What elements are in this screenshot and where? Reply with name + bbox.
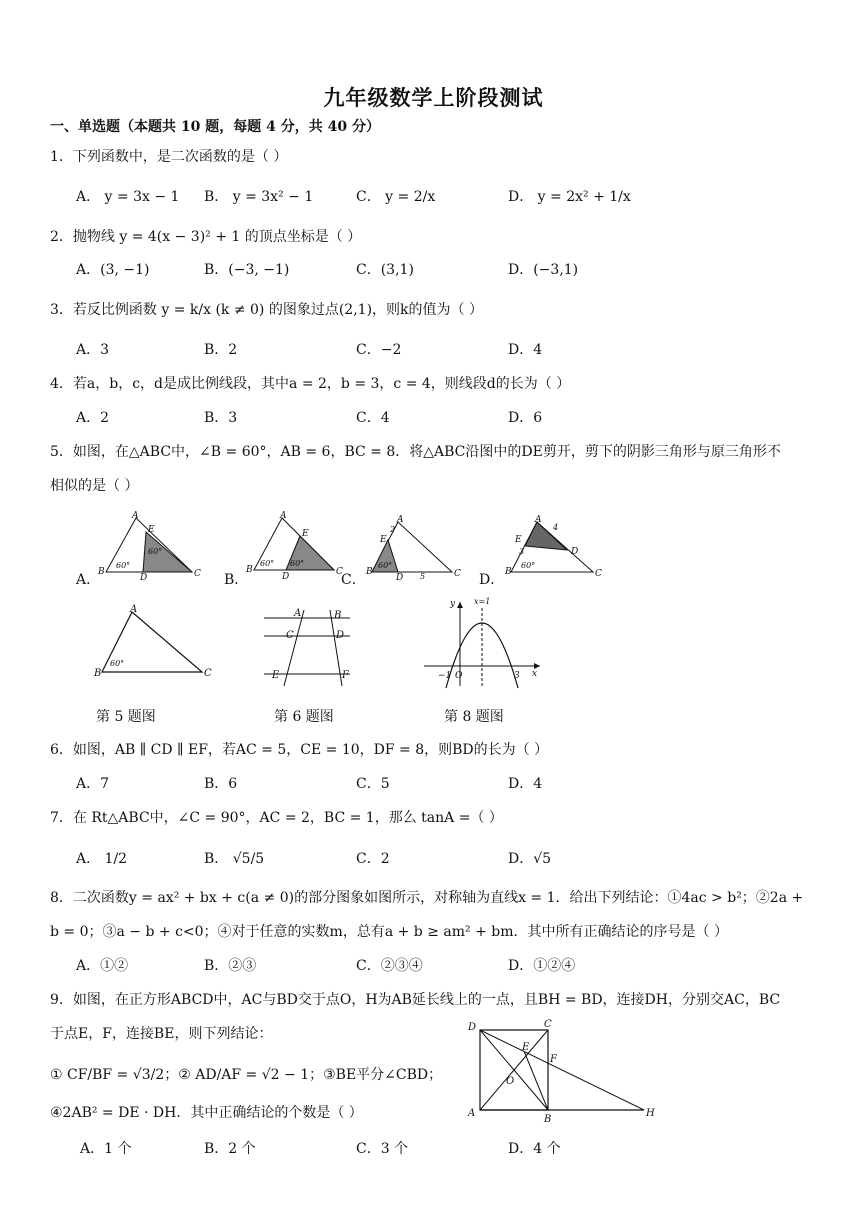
svg-text:B: B (366, 567, 373, 577)
svg-text:B: B (246, 565, 253, 575)
svg-text:B: B (98, 567, 105, 577)
q4-option-d[interactable]: D．6 (508, 410, 543, 426)
svg-text:O: O (455, 671, 463, 681)
q4-stem: 4．若a，b，c，d是成比例线段，其中a = 2，b = 3，c = 4，则线段d的长为（ ） (50, 376, 571, 392)
figure-9 (464, 1020, 660, 1124)
svg-text:C: C (595, 569, 602, 579)
q2-option-c[interactable]: C．(3,1) (356, 262, 414, 278)
svg-text:E: E (515, 535, 522, 545)
q3-option-b[interactable]: B．2 (204, 342, 238, 358)
svg-text:A: A (130, 604, 138, 615)
q5-option-d[interactable]: D． (479, 572, 505, 588)
svg-text:O: O (506, 1076, 515, 1087)
q5-figure-a (96, 510, 206, 583)
q1-option-d[interactable]: D． y = 2x² + 1/x (508, 189, 631, 205)
q3-option-d[interactable]: D．4 (508, 342, 543, 358)
svg-text:D: D (468, 1022, 477, 1033)
svg-text:3: 3 (519, 547, 525, 556)
svg-text:A: A (468, 1108, 476, 1119)
q9-option-c[interactable]: C．3 个 (356, 1141, 409, 1157)
svg-text:A: A (397, 515, 404, 525)
svg-text:C: C (544, 1019, 552, 1030)
svg-text:60°: 60° (116, 561, 131, 570)
figure-8-caption: 第 8 题图 (444, 709, 504, 725)
q4-option-c[interactable]: C．4 (356, 410, 390, 426)
q6-option-b[interactable]: B．6 (204, 776, 238, 792)
q7-option-b[interactable]: B． √5/5 (204, 851, 265, 867)
q3-stem: 3．若反比例函数 y = k/x (k ≠ 0) 的图象过点(2,1)，则k的值为（ ） (50, 302, 483, 318)
q2-option-d[interactable]: D．(−3,1) (508, 262, 579, 278)
q1-option-c[interactable]: C． y = 2/x (356, 189, 436, 205)
q8-option-c[interactable]: C．②③④ (356, 958, 423, 974)
svg-text:4: 4 (553, 523, 559, 532)
q4-option-b[interactable]: B．3 (204, 410, 238, 426)
q7-option-d[interactable]: D．√5 (508, 851, 552, 867)
q7-stem: 7．在 Rt△ABC中，∠C = 90°，AC = 2，BC = 1，那么 tanA =（ ） (50, 810, 503, 826)
svg-text:B: B (505, 567, 512, 577)
q6-option-c[interactable]: C．5 (356, 776, 390, 792)
q2-option-a[interactable]: A．(3, −1) (76, 262, 150, 278)
svg-text:−1: −1 (438, 671, 452, 681)
q9-option-b[interactable]: B．2 个 (204, 1141, 256, 1157)
svg-text:D: D (571, 547, 579, 557)
q8-option-d[interactable]: D．①②④ (508, 958, 576, 974)
svg-text:60°: 60° (521, 561, 536, 570)
q5-stem-line2: 相似的是（ ） (50, 478, 139, 494)
figure-5 (92, 606, 212, 686)
q1-option-b[interactable]: B． y = 3x² − 1 (204, 189, 314, 205)
q1-stem: 1．下列函数中，是二次函数的是（ ） (50, 149, 288, 165)
svg-text:A: A (280, 511, 287, 521)
q8-stem-line2: b = 0；③a − b + c<0；④对于任意的实数m，总有a + b ≥ am² + bm．其中所有正确结论的序号是（ ） (50, 924, 728, 940)
q9-stem-line4: ④2AB² = DE · DH．其中正确结论的个数是（ ） (50, 1105, 363, 1121)
q7-option-a[interactable]: A． 1/2 (76, 851, 128, 867)
svg-text:A: A (535, 515, 542, 525)
svg-text:60°: 60° (290, 559, 305, 568)
svg-text:C: C (194, 569, 201, 579)
q8-stem-line1: 8．二次函数y = ax² + bx + c(a ≠ 0)的部分图象如图所示，对称轴为直线x = 1．给出下列结论：①4ac > b²；②2a + (50, 890, 804, 906)
svg-text:60°: 60° (148, 547, 163, 556)
svg-text:E: E (380, 535, 387, 545)
q5-stem-line1: 5．如图，在△ABC中，∠B = 60°，AB = 6，BC = 8．将△ABC沿图中的DE剪开，剪下的阴影三角形与原三角形不 (50, 444, 781, 460)
svg-text:E: E (148, 525, 155, 535)
svg-text:H: H (646, 1108, 655, 1119)
q9-stem-line3: ① CF/BF = √3/2；② AD/AF = √2 − 1；③BE平分∠CBD； (50, 1067, 443, 1083)
q5-option-b[interactable]: B． (224, 572, 249, 588)
svg-text:x=1: x=1 (474, 597, 491, 606)
q6-option-d[interactable]: D．4 (508, 776, 543, 792)
svg-text:D: D (140, 573, 148, 583)
section-heading: 一、单选题（本题共 10 题，每题 4 分，共 40 分） (50, 119, 380, 135)
svg-text:y: y (450, 599, 456, 609)
q6-stem: 6．如图，AB ∥ CD ∥ EF，若AC = 5，CE = 10，DF = 8，则BD的长为（ ） (50, 742, 549, 758)
q5-figure-b (246, 512, 356, 580)
q2-stem: 2．抛物线 y = 4(x − 3)² + 1 的顶点坐标是（ ） (50, 229, 362, 245)
svg-text:E: E (302, 529, 309, 539)
q1-option-a[interactable]: A． y = 3x − 1 (76, 189, 180, 205)
q8-option-a[interactable]: A．①② (76, 958, 129, 974)
svg-text:A: A (294, 608, 302, 619)
q5-option-a[interactable]: A． (76, 572, 101, 588)
svg-text:B: B (334, 610, 342, 621)
q3-option-c[interactable]: C．−2 (356, 342, 402, 358)
q8-option-b[interactable]: B．②③ (204, 958, 257, 974)
q9-stem-line2: 于点E，F，连接BE，则下列结论： (50, 1026, 273, 1042)
svg-text:F: F (342, 670, 349, 681)
q5-figure-d (505, 516, 605, 580)
q9-option-a[interactable]: A．1 个 (80, 1141, 132, 1157)
figure-8 (424, 598, 544, 688)
svg-text:60°: 60° (260, 559, 275, 568)
svg-text:C: C (336, 567, 343, 577)
q5-option-c[interactable]: C． (341, 572, 366, 588)
figure-6-caption: 第 6 题图 (274, 709, 334, 725)
svg-text:B: B (94, 668, 102, 679)
q9-stem-line1: 9．如图，在正方形ABCD中，AC与BD交于点O，H为AB延长线上的一点，且BH = BD，连接DH，分别交AC，BC (50, 992, 781, 1008)
q9-option-d[interactable]: D．4 个 (508, 1141, 561, 1157)
page-title: 九年级数学上阶段测试 (323, 85, 544, 110)
svg-text:60°: 60° (110, 659, 125, 668)
q5-figure-c (366, 515, 461, 583)
svg-text:2: 2 (390, 525, 396, 534)
q6-option-a[interactable]: A．7 (76, 776, 110, 792)
svg-text:5: 5 (420, 572, 426, 581)
figure-5-caption: 第 5 题图 (96, 709, 156, 725)
svg-text:F: F (550, 1054, 557, 1065)
svg-text:E: E (522, 1042, 530, 1053)
q4-option-a[interactable]: A．2 (76, 410, 110, 426)
svg-text:B: B (544, 1114, 552, 1125)
svg-text:3: 3 (514, 671, 520, 681)
svg-text:x: x (532, 669, 538, 679)
svg-text:D: D (282, 572, 290, 582)
figure-6 (258, 610, 358, 686)
svg-text:C: C (454, 569, 461, 579)
svg-text:D: D (336, 630, 345, 641)
svg-text:D: D (396, 573, 404, 583)
svg-text:C: C (286, 630, 294, 641)
q7-option-c[interactable]: C．2 (356, 851, 390, 867)
q3-option-a[interactable]: A．3 (76, 342, 110, 358)
svg-text:A: A (132, 511, 139, 521)
svg-text:E: E (272, 670, 280, 681)
q2-option-b[interactable]: B．(−3, −1) (204, 262, 290, 278)
svg-text:60°: 60° (378, 561, 393, 570)
svg-text:C: C (204, 668, 212, 679)
